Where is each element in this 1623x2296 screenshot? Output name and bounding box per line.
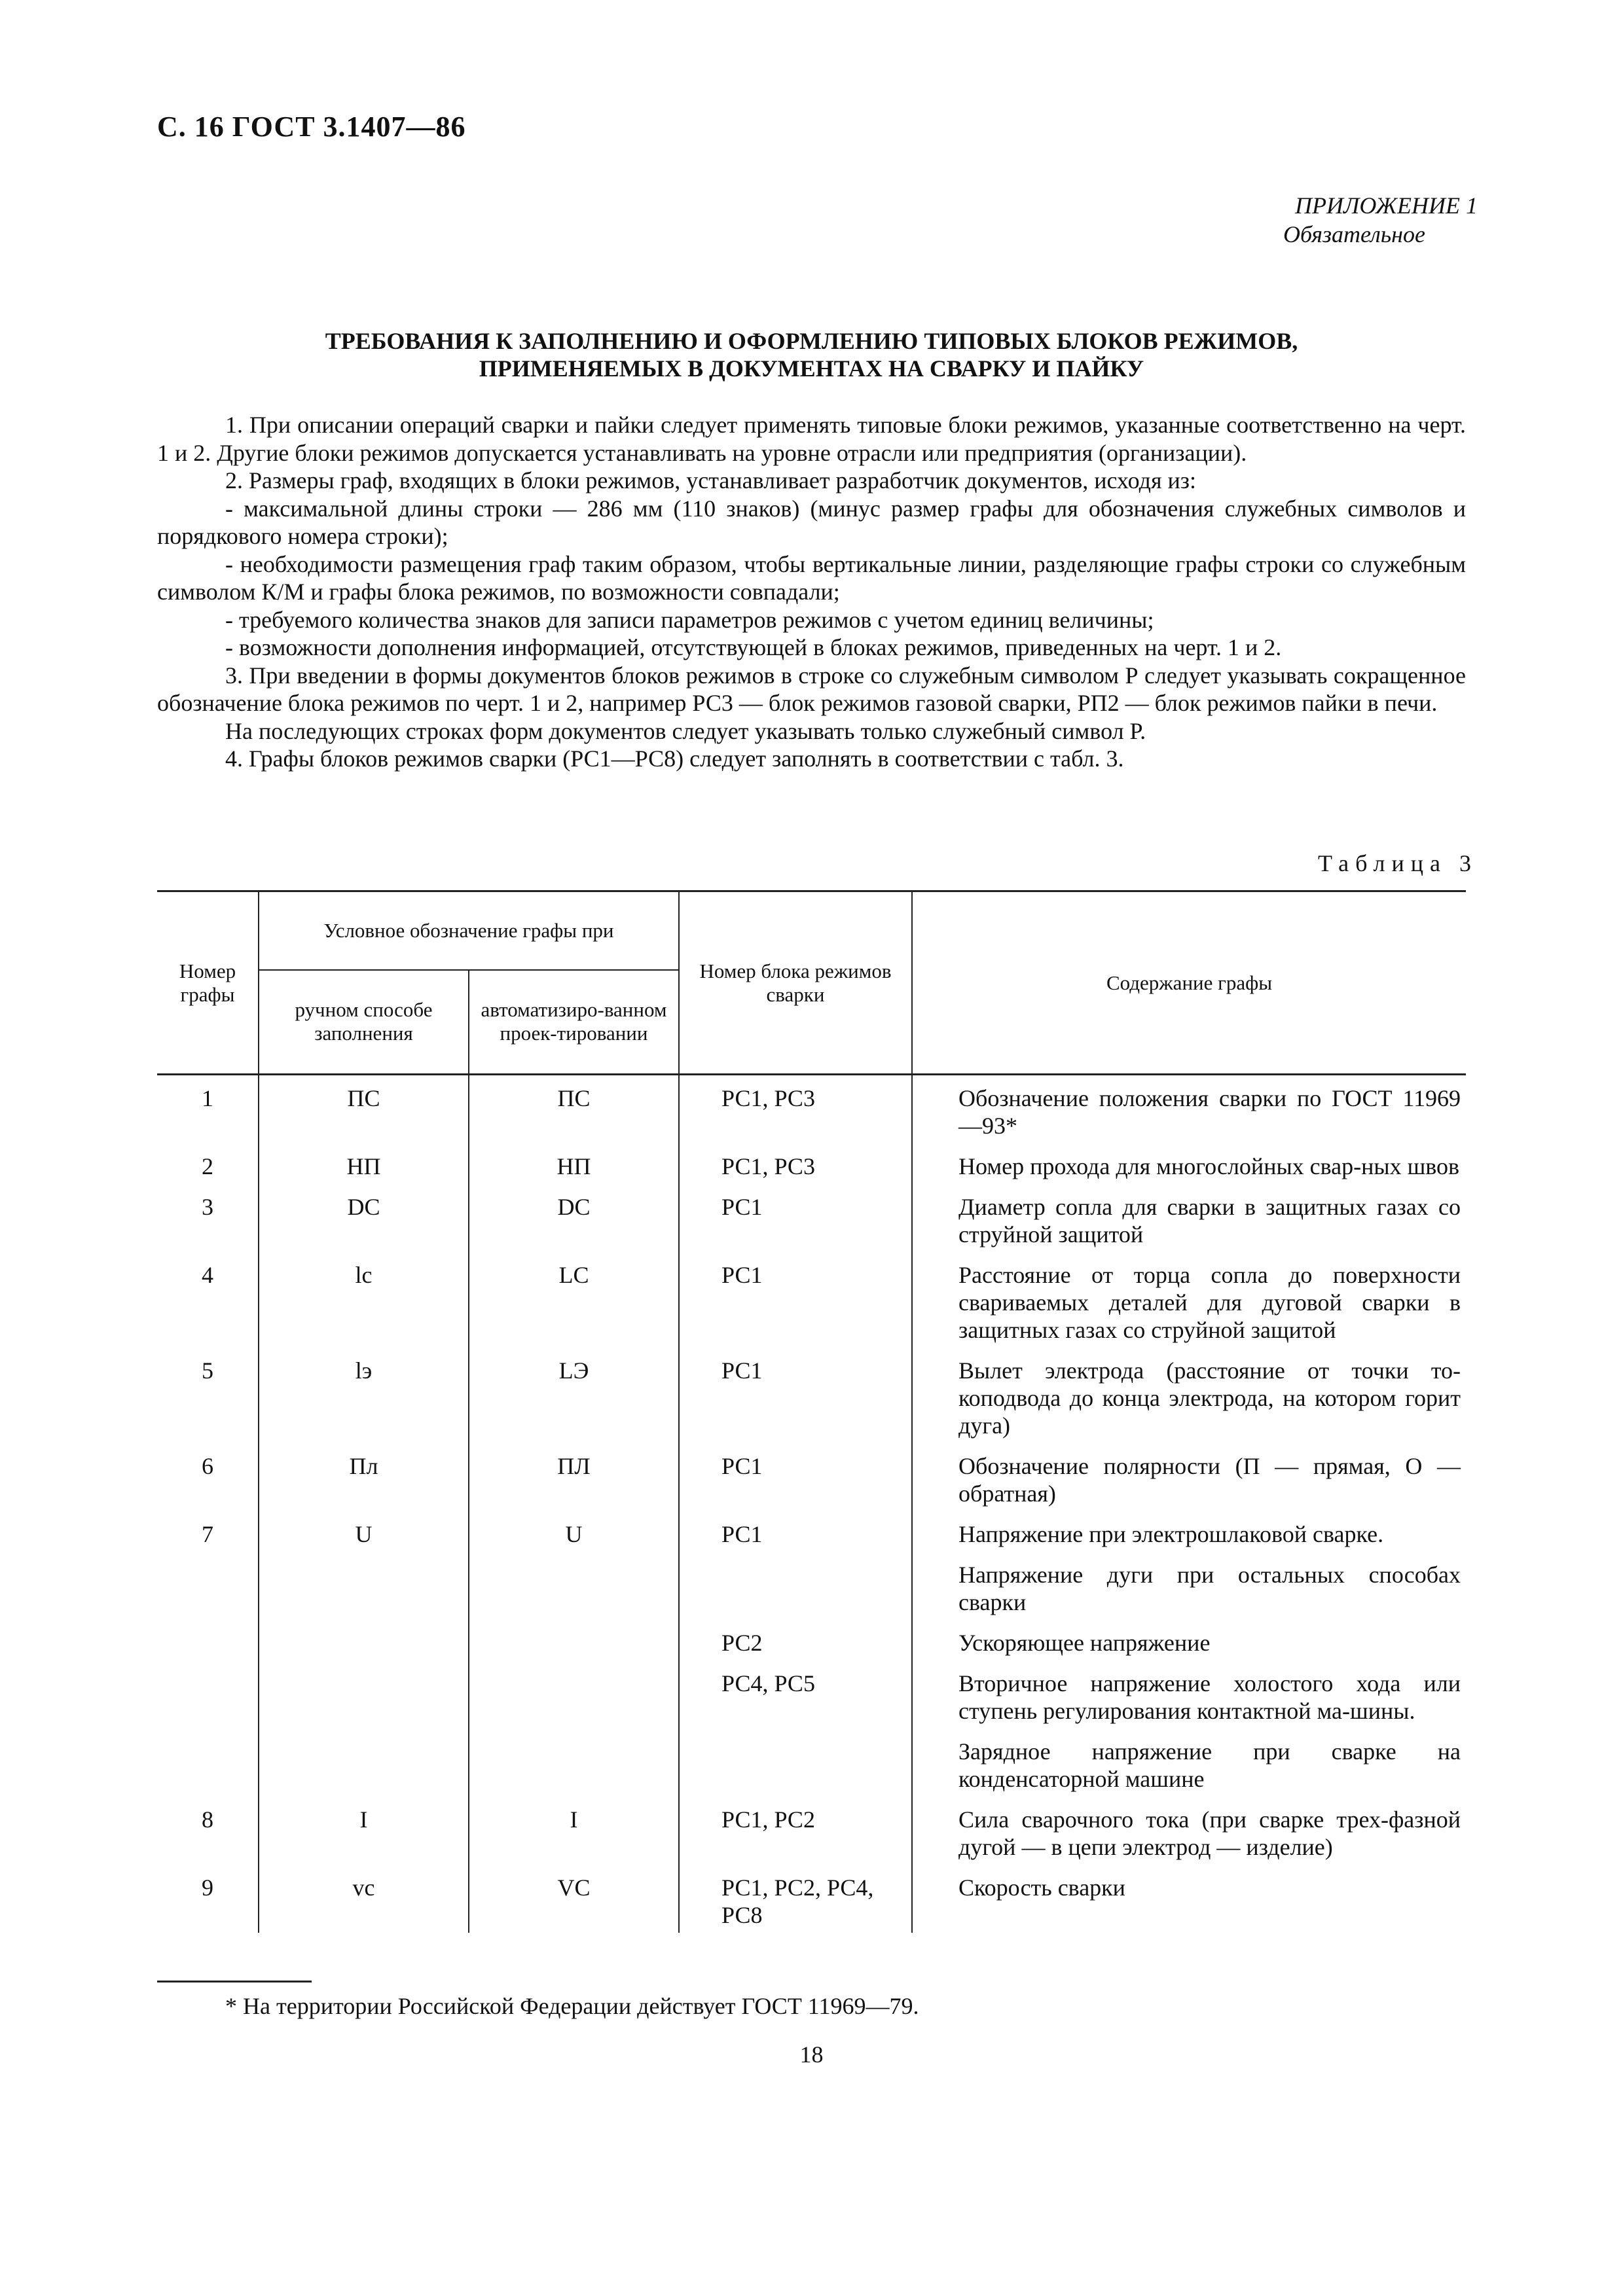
block-number-cell xyxy=(679,1729,912,1797)
row-number-cell xyxy=(157,1660,259,1729)
table-row xyxy=(157,1797,1466,1865)
manual-symbol-cell: I xyxy=(259,1797,469,1865)
content-cell: Напряжение при электрошлаковой сварке. xyxy=(912,1511,1466,1552)
table-caption: Таблица 3 xyxy=(1318,850,1478,876)
auto-symbol-cell: ПС xyxy=(469,1075,679,1144)
footnote: * На территории Российской Федерации действует ГОСТ 11969—79. xyxy=(225,1993,919,2019)
header-column-content: Содержание графы xyxy=(912,891,1466,1075)
paragraph-1: 1. При описании операций сварки и пайки следует применять типовые блоки режимов, указанные соответственно на черт. 1 и 2. Другие блоки режимов допускается устанавливать на уровне отрасли или предприятия (организации). xyxy=(157,412,1466,466)
block-number-cell: РС2 xyxy=(679,1620,912,1660)
manual-symbol-cell: НП xyxy=(259,1143,469,1184)
table-row xyxy=(157,1620,1466,1660)
table-row xyxy=(157,1348,1466,1443)
auto-symbol-cell xyxy=(469,1552,679,1620)
auto-symbol-cell: U xyxy=(469,1511,679,1552)
row-number-cell xyxy=(157,1552,259,1620)
paragraph-4: 4. Графы блоков режимов сварки (РС1—РС8) следует заполнять в соответствии с табл. 3. xyxy=(225,745,1124,772)
row-number-cell: 2 xyxy=(157,1143,259,1184)
row-number-cell xyxy=(157,1620,259,1660)
block-number-cell: РС1, РС2, РС4, РС8 xyxy=(679,1865,912,1933)
body-text xyxy=(157,411,1466,773)
paragraph-2-item-4: - возможности дополнения информацией, отсутствующей в блоках режимов, приведенных на черт. 1 и 2. xyxy=(225,634,1282,660)
table-row xyxy=(157,1660,1466,1729)
regime-table xyxy=(157,890,1466,1933)
paragraph-3: 3. При введении в формы документов блоков режимов в строке со служебным символом Р следует указывать сокращенное обозначение блока режимов по черт. 1 и 2, например РС3 — блок режимов газовой сварки, РП2 — блок режимов пайки в печи. xyxy=(157,662,1466,716)
auto-symbol-cell: DC xyxy=(469,1184,679,1252)
manual-symbol-cell: DC xyxy=(259,1184,469,1252)
table-row xyxy=(157,1865,1466,1933)
content-cell: Обозначение полярности (П — прямая, О — обратная) xyxy=(912,1443,1466,1511)
manual-symbol-cell: vc xyxy=(259,1865,469,1933)
table-row xyxy=(157,1443,1466,1511)
header-conditional-designation: Условное обозначение графы при xyxy=(259,891,679,970)
row-number-cell: 1 xyxy=(157,1075,259,1144)
paragraph-2-item-3: - требуемого количества знаков для записи параметров режимов с учетом единиц величины; xyxy=(225,606,1154,633)
content-cell: Расстояние от торца сопла до поверхности свариваемых деталей для дуговой сварки в защитных газах со струйной защитой xyxy=(912,1252,1466,1348)
auto-symbol-cell: VC xyxy=(469,1865,679,1933)
row-number-cell: 4 xyxy=(157,1252,259,1348)
footnote-separator xyxy=(157,1981,312,1982)
block-number-cell: РС4, РС5 xyxy=(679,1660,912,1729)
manual-symbol-cell: Пл xyxy=(259,1443,469,1511)
manual-symbol-cell: U xyxy=(259,1511,469,1552)
block-number-cell xyxy=(679,1552,912,1620)
content-cell: Диаметр сопла для сварки в защитных газах со струйной защитой xyxy=(912,1184,1466,1252)
auto-symbol-cell: ПЛ xyxy=(469,1443,679,1511)
appendix-label xyxy=(1283,191,1478,249)
auto-symbol-cell: I xyxy=(469,1797,679,1865)
block-number-cell: РС1 xyxy=(679,1511,912,1552)
auto-symbol-cell xyxy=(469,1729,679,1797)
row-number-cell xyxy=(157,1729,259,1797)
block-number-cell: РС1, РС3 xyxy=(679,1143,912,1184)
page-number: 18 xyxy=(799,2041,824,2068)
appendix-number: ПРИЛОЖЕНИЕ 1 xyxy=(1295,192,1478,219)
appendix-status: Обязательное xyxy=(1283,221,1425,247)
header-block-number: Номер блока режимов сварки xyxy=(679,891,912,1075)
paragraph-2-item-2: - необходимости размещения граф таким образом, чтобы вертикальные линии, разделяющие графы строки со служебным символом К/М и графы блока режимов, по возможности совпадали; xyxy=(157,550,1466,605)
manual-symbol-cell: lэ xyxy=(259,1348,469,1443)
block-number-cell: РС1 xyxy=(679,1252,912,1348)
content-cell: Вылет электрода (расстояние от точки то-коподвода до конца электрода, на котором горит дуга) xyxy=(912,1348,1466,1443)
auto-symbol-cell: LЭ xyxy=(469,1348,679,1443)
row-number-cell: 6 xyxy=(157,1443,259,1511)
manual-symbol-cell xyxy=(259,1552,469,1620)
content-cell: Вторичное напряжение холостого хода или ступень регулирования контактной ма-шины. xyxy=(912,1660,1466,1729)
row-number-cell: 8 xyxy=(157,1797,259,1865)
table-row xyxy=(157,1552,1466,1620)
row-number-cell: 3 xyxy=(157,1184,259,1252)
table-row xyxy=(157,1143,1466,1184)
row-number-cell: 5 xyxy=(157,1348,259,1443)
content-cell: Номер прохода для многослойных свар-ных швов xyxy=(912,1143,1466,1184)
paragraph-3-continued: На последующих строках форм документов следует указывать только служебный символ Р. xyxy=(225,717,1146,744)
table-row xyxy=(157,1252,1466,1348)
header-manual-filling: ручном способе заполнения xyxy=(259,970,469,1075)
manual-symbol-cell xyxy=(259,1729,469,1797)
content-cell: Напряжение дуги при остальных способах сварки xyxy=(912,1552,1466,1620)
auto-symbol-cell: LC xyxy=(469,1252,679,1348)
block-number-cell: РС1 xyxy=(679,1348,912,1443)
page-header: С. 16 ГОСТ 3.1407—86 xyxy=(157,111,466,143)
paragraph-2: 2. Размеры граф, входящих в блоки режимов, устанавливает разработчик документов, исходя из: xyxy=(225,467,1196,493)
row-number-cell: 9 xyxy=(157,1865,259,1933)
header-automated-design: автоматизиро-ванном проек-тировании xyxy=(469,970,679,1075)
block-number-cell: РС1, РС2 xyxy=(679,1797,912,1865)
manual-symbol-cell xyxy=(259,1620,469,1660)
paragraph-2-item-1: - максимальной длины строки — 286 мм (110 знаков) (минус размер графы для обозначения служебных символов и порядкового номера строки); xyxy=(157,495,1466,549)
row-number-cell: 7 xyxy=(157,1511,259,1552)
auto-symbol-cell: НП xyxy=(469,1143,679,1184)
table-row xyxy=(157,1511,1466,1552)
auto-symbol-cell xyxy=(469,1660,679,1729)
manual-symbol-cell: lc xyxy=(259,1252,469,1348)
header-column-number: Номер графы xyxy=(157,891,259,1075)
table-row xyxy=(157,1075,1466,1144)
table-row xyxy=(157,1184,1466,1252)
content-cell: Ускоряющее напряжение xyxy=(912,1620,1466,1660)
content-cell: Скорость сварки xyxy=(912,1865,1466,1933)
table-row xyxy=(157,1729,1466,1797)
block-number-cell: РС1 xyxy=(679,1443,912,1511)
block-number-cell: РС1, РС3 xyxy=(679,1075,912,1144)
block-number-cell: РС1 xyxy=(679,1184,912,1252)
section-title xyxy=(157,327,1466,382)
content-cell: Обозначение положения сварки по ГОСТ 11969—93* xyxy=(912,1075,1466,1144)
content-cell: Сила сварочного тока (при сварке трех-фазной дугой — в цепи электрод — изделие) xyxy=(912,1797,1466,1865)
section-title-line-2: ПРИМЕНЯЕМЫХ В ДОКУМЕНТАХ НА СВАРКУ И ПАЙКУ xyxy=(479,355,1144,382)
content-cell: Зарядное напряжение при сварке на конденсаторной машине xyxy=(912,1729,1466,1797)
manual-symbol-cell xyxy=(259,1660,469,1729)
section-title-line-1: ТРЕБОВАНИЯ К ЗАПОЛНЕНИЮ И ОФОРМЛЕНИЮ ТИПОВЫХ БЛОКОВ РЕЖИМОВ, xyxy=(325,328,1298,354)
manual-symbol-cell: ПС xyxy=(259,1075,469,1144)
table-3 xyxy=(157,890,1466,1933)
auto-symbol-cell xyxy=(469,1620,679,1660)
